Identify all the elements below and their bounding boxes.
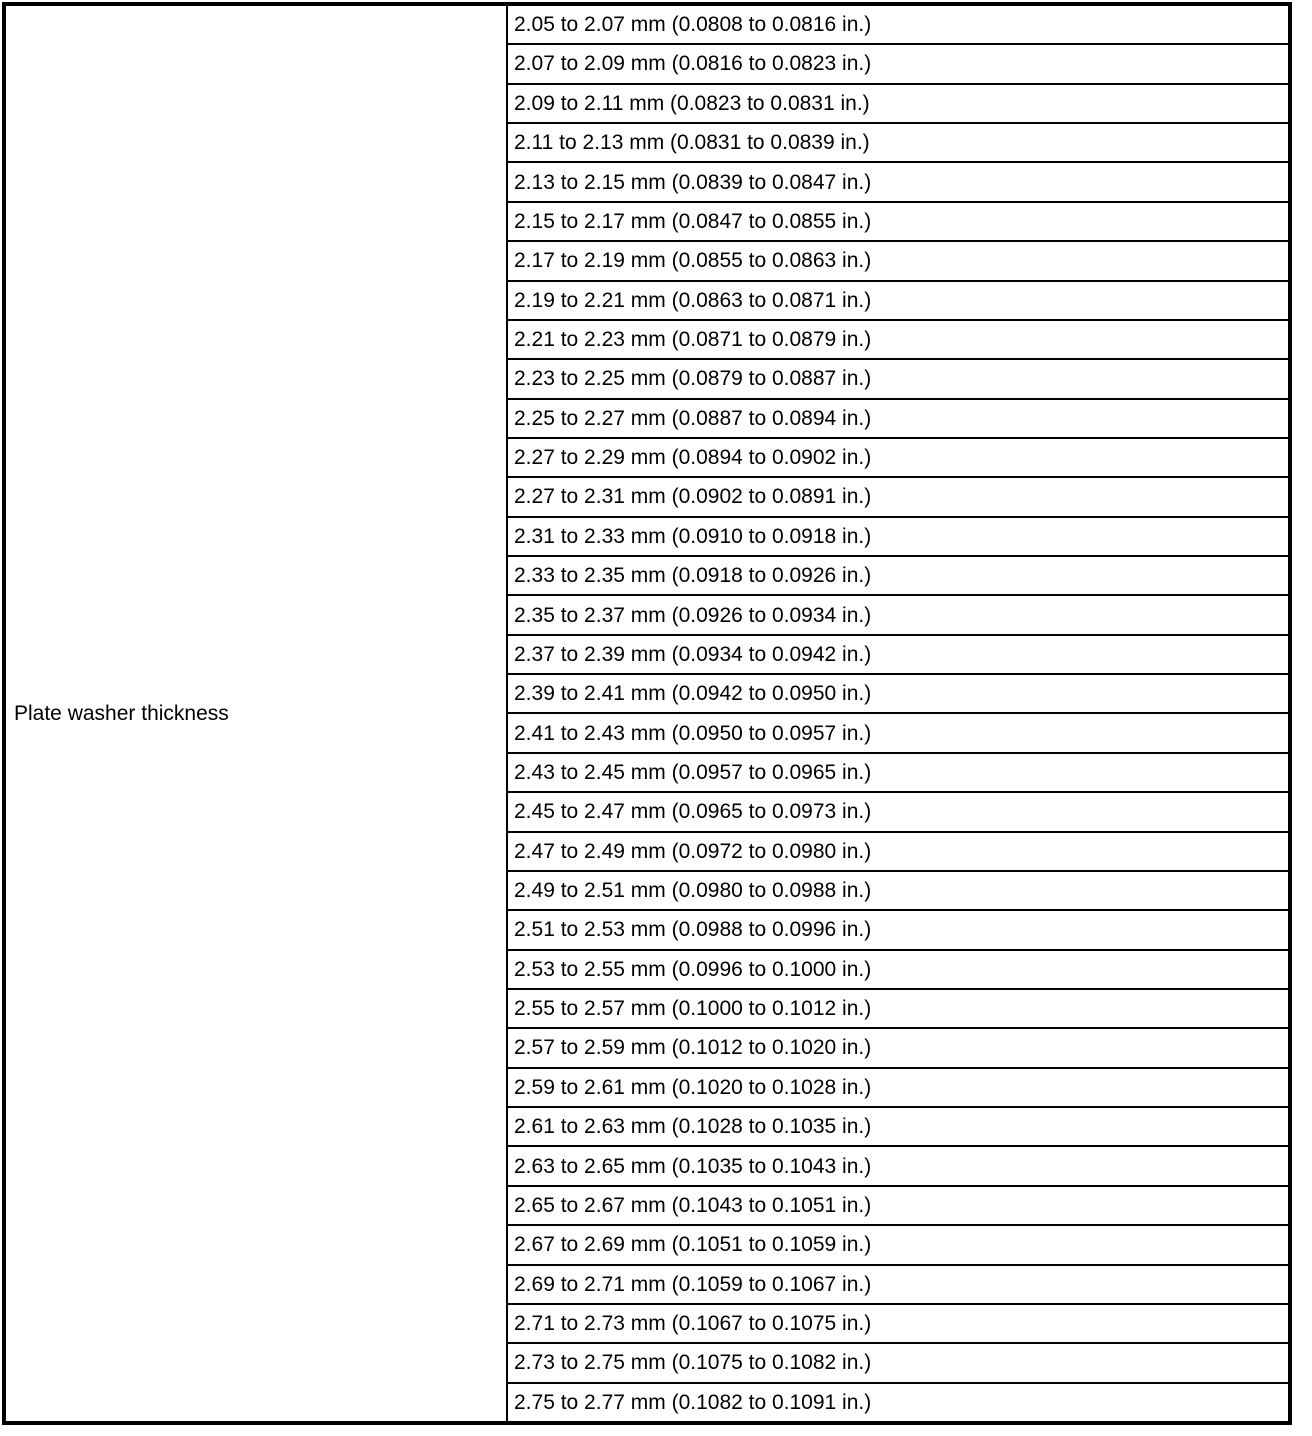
value-cell: 2.05 to 2.07 mm (0.0808 to 0.0816 in.) bbox=[507, 4, 1290, 44]
value-cell: 2.09 to 2.11 mm (0.0823 to 0.0831 in.) bbox=[507, 84, 1290, 123]
value-cell: 2.23 to 2.25 mm (0.0879 to 0.0887 in.) bbox=[507, 359, 1290, 398]
value-cell: 2.47 to 2.49 mm (0.0972 to 0.0980 in.) bbox=[507, 832, 1290, 871]
value-cell: 2.37 to 2.39 mm (0.0934 to 0.0942 in.) bbox=[507, 635, 1290, 674]
value-cell: 2.57 to 2.59 mm (0.1012 to 0.1020 in.) bbox=[507, 1028, 1290, 1067]
value-cell: 2.33 to 2.35 mm (0.0918 to 0.0926 in.) bbox=[507, 556, 1290, 595]
value-cell: 2.15 to 2.17 mm (0.0847 to 0.0855 in.) bbox=[507, 202, 1290, 241]
value-cell: 2.69 to 2.71 mm (0.1059 to 0.1067 in.) bbox=[507, 1265, 1290, 1304]
value-cell: 2.53 to 2.55 mm (0.0996 to 0.1000 in.) bbox=[507, 950, 1290, 989]
value-cell: 2.19 to 2.21 mm (0.0863 to 0.0871 in.) bbox=[507, 281, 1290, 320]
value-cell: 2.39 to 2.41 mm (0.0942 to 0.0950 in.) bbox=[507, 674, 1290, 713]
value-cell: 2.21 to 2.23 mm (0.0871 to 0.0879 in.) bbox=[507, 320, 1290, 359]
value-cell: 2.45 to 2.47 mm (0.0965 to 0.0973 in.) bbox=[507, 792, 1290, 831]
table-body bbox=[4, 4, 1290, 1423]
value-cell: 2.41 to 2.43 mm (0.0950 to 0.0957 in.) bbox=[507, 713, 1290, 752]
value-cell: 2.71 to 2.73 mm (0.1067 to 0.1075 in.) bbox=[507, 1304, 1290, 1343]
plate-washer-thickness-table bbox=[2, 2, 1292, 1425]
value-cell: 2.11 to 2.13 mm (0.0831 to 0.0839 in.) bbox=[507, 123, 1290, 162]
value-cell: 2.61 to 2.63 mm (0.1028 to 0.1035 in.) bbox=[507, 1107, 1290, 1146]
value-cell: 2.49 to 2.51 mm (0.0980 to 0.0988 in.) bbox=[507, 871, 1290, 910]
value-cell: 2.13 to 2.15 mm (0.0839 to 0.0847 in.) bbox=[507, 162, 1290, 201]
value-cell: 2.73 to 2.75 mm (0.1075 to 0.1082 in.) bbox=[507, 1343, 1290, 1382]
value-cell: 2.07 to 2.09 mm (0.0816 to 0.0823 in.) bbox=[507, 44, 1290, 83]
table-row bbox=[4, 4, 1290, 44]
value-cell: 2.75 to 2.77 mm (0.1082 to 0.1091 in.) bbox=[507, 1383, 1290, 1423]
value-cell: 2.31 to 2.33 mm (0.0910 to 0.0918 in.) bbox=[507, 517, 1290, 556]
value-cell: 2.43 to 2.45 mm (0.0957 to 0.0965 in.) bbox=[507, 753, 1290, 792]
value-cell: 2.67 to 2.69 mm (0.1051 to 0.1059 in.) bbox=[507, 1225, 1290, 1264]
value-cell: 2.25 to 2.27 mm (0.0887 to 0.0894 in.) bbox=[507, 399, 1290, 438]
value-cell: 2.35 to 2.37 mm (0.0926 to 0.0934 in.) bbox=[507, 595, 1290, 634]
value-cell: 2.27 to 2.31 mm (0.0902 to 0.0891 in.) bbox=[507, 477, 1290, 516]
value-cell: 2.27 to 2.29 mm (0.0894 to 0.0902 in.) bbox=[507, 438, 1290, 477]
value-cell: 2.17 to 2.19 mm (0.0855 to 0.0863 in.) bbox=[507, 241, 1290, 280]
row-label-cell: Plate washer thickness bbox=[4, 4, 507, 1423]
value-cell: 2.63 to 2.65 mm (0.1035 to 0.1043 in.) bbox=[507, 1146, 1290, 1185]
value-cell: 2.51 to 2.53 mm (0.0988 to 0.0996 in.) bbox=[507, 910, 1290, 949]
value-cell: 2.59 to 2.61 mm (0.1020 to 0.1028 in.) bbox=[507, 1068, 1290, 1107]
value-cell: 2.65 to 2.67 mm (0.1043 to 0.1051 in.) bbox=[507, 1186, 1290, 1225]
value-cell: 2.55 to 2.57 mm (0.1000 to 0.1012 in.) bbox=[507, 989, 1290, 1028]
